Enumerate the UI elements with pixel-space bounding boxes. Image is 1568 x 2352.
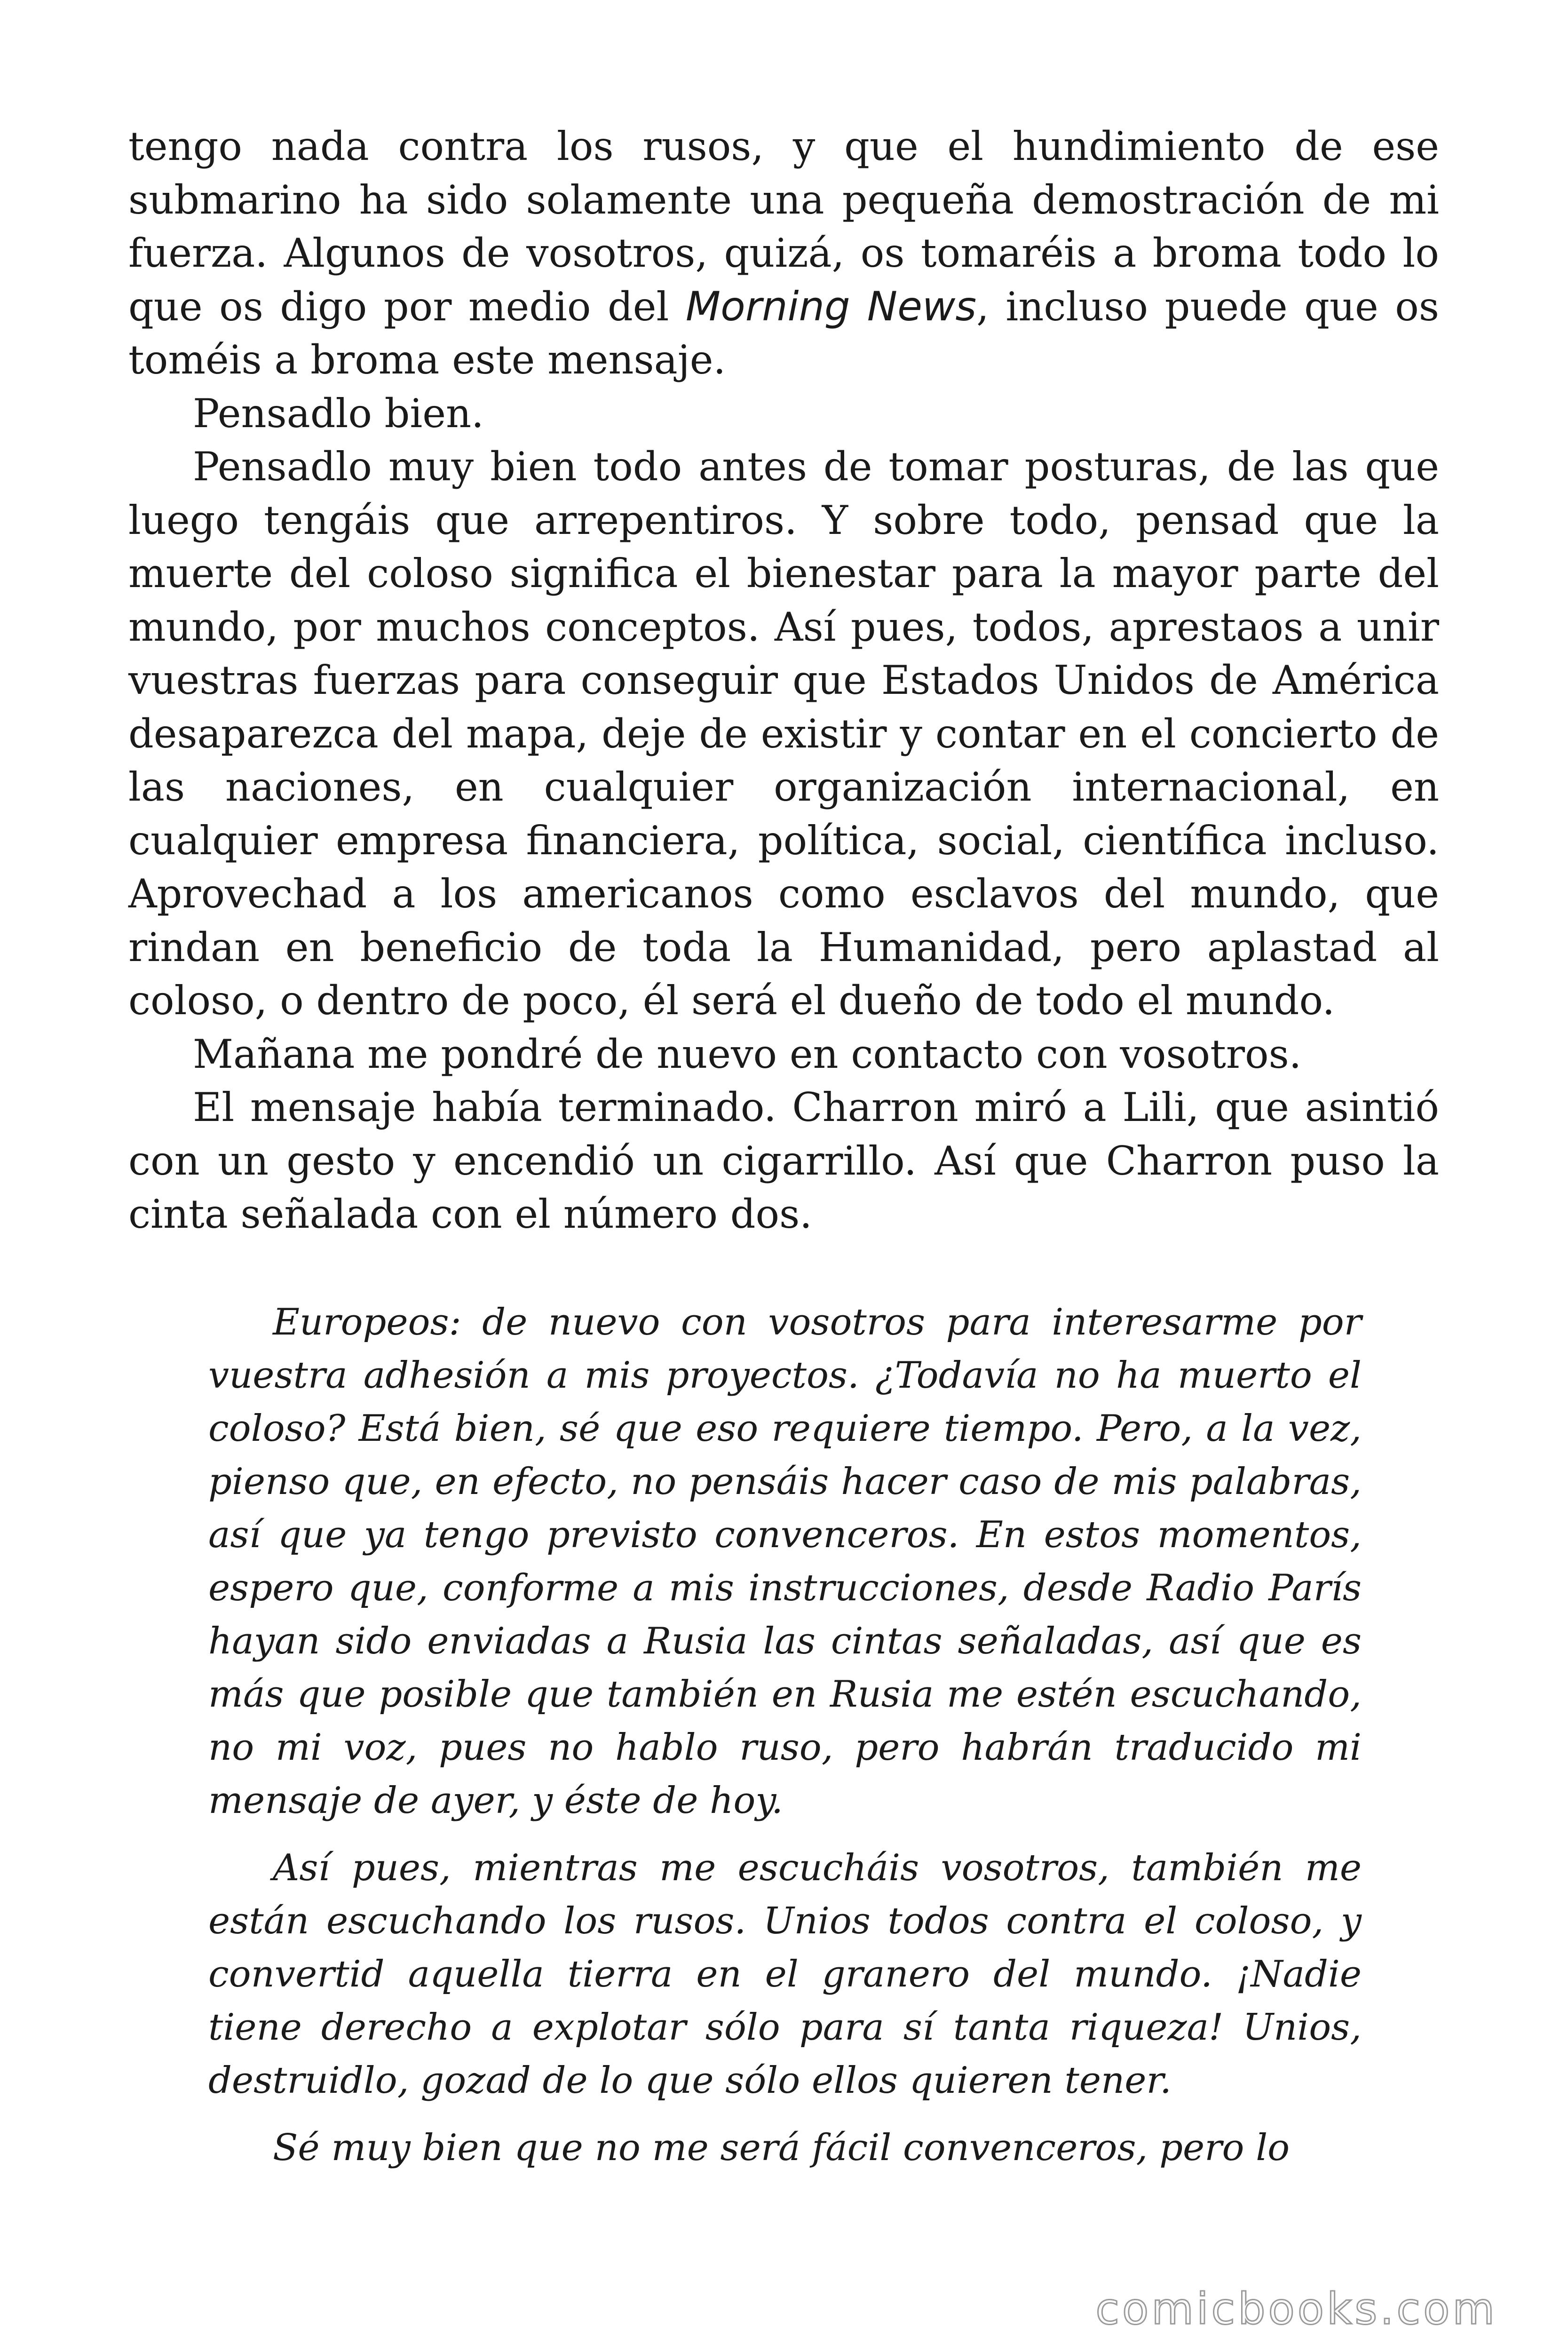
paragraph-3: Pensadlo muy bien todo antes de tomar posturas, de las que luego tengáis que arrepentiros. Y sobre todo, pensad que la muerte del coloso significa el bienestar para la mayor parte del mundo, por muchos conceptos. Así pues, todos, aprestaos a unir vuestras fuerzas para conseguir que Estados Unidos de América desaparezca del mapa, deje de existir y contar en el concierto de las naciones, en cualquier organización internacional, en cualquier empresa financiera, política, social, científica incluso. Aprovechad a los americanos como esclavos del mundo, que rindan en beneficio de toda la Humanidad, pero aplastad al coloso, o dentro de poco, él será el dueño de todo el mundo. (128, 444, 1439, 1024)
newspaper-title: Morning News (685, 283, 977, 330)
paragraph-1-text: tengo nada contra los rusos, y que el hundimiento de ese submarino ha sido solamente una pequeña demostración de mi fuerza. Algunos de vosotros, quizá, os tomaréis a broma todo lo que os digo por medio del (128, 123, 1439, 330)
paragraph-1 (128, 120, 1439, 387)
quote-paragraph-1: Europeos: de nuevo con vosotros para interesarme por vuestra adhesión a mis proyectos. ¿Todavía no ha muerto el coloso? Está bien, sé que eso requiere tiempo. Pero, a la vez, pienso que, en efecto, no pensáis hacer caso de mis palabras, así que ya tengo previsto convenceros. En estos momentos, espero que, conforme a mis instrucciones, desde Radio París hayan sido enviadas a Rusia las cintas señaladas, así que es más que posible que también en Rusia me estén escuchando, no mi voz, pues no hablo ruso, pero habrán traducido mi mensaje de ayer, y éste de hoy. (208, 1301, 1362, 1822)
quoted-message (208, 1296, 1362, 2189)
paragraph-1-tail: , incluso puede que os toméis a broma este mensaje. (128, 283, 1439, 383)
paragraph-4: Mañana me pondré de nuevo en contacto con vosotros. (193, 1031, 1302, 1077)
quote-paragraph-2: Así pues, mientras me escucháis vosotros, también me están escuchando los rusos. Unios todos contra el coloso, y convertid aquella tierra en el granero del mundo. ¡Nadie tiene derecho a explotar sólo para sí tanta riqueza! Unios, destruidlo, gozad de lo que sólo ellos quieren tener. (208, 1847, 1362, 2102)
narrative-text (128, 120, 1439, 1241)
paragraph-2: Pensadlo bien. (193, 390, 484, 437)
quote-paragraph-3: Sé muy bien que no me será fácil convenceros, pero lo (273, 2127, 1290, 2169)
site-watermark: comicbooks.com (1095, 2284, 1497, 2334)
paragraph-5: El mensaje había terminado. Charron miró a Lili, que asintió con un gesto y encendió un cigarrillo. Así que Charron puso la cinta señalada con el número dos. (128, 1084, 1439, 1237)
